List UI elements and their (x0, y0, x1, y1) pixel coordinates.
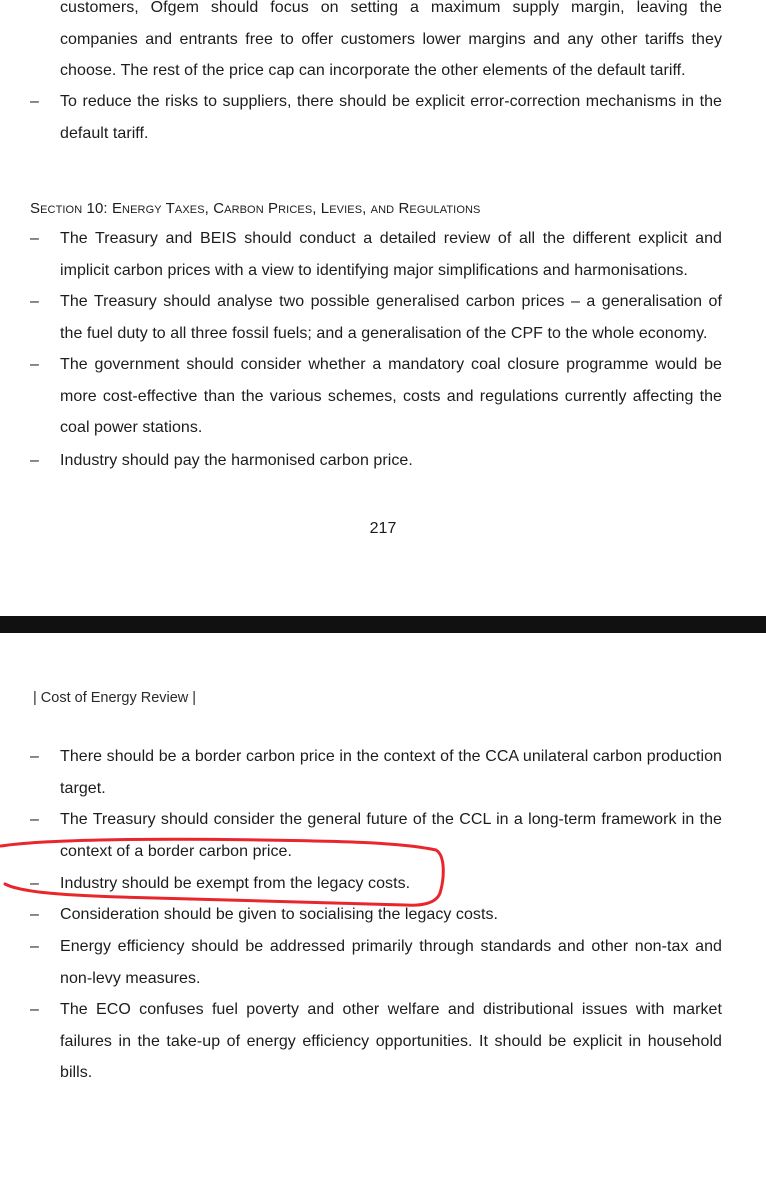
list-item-text: Industry should be exempt from the legacy costs. (60, 875, 411, 892)
page-divider (0, 616, 766, 633)
list-item-text: The Treasury should analyse two possible generalised carbon prices – a generalisation of the fuel duty to all three fossil fuels; and a generalisation of the CPF to the whole economy. (60, 293, 722, 342)
dash-bullet: – (30, 452, 39, 469)
document-page-218 (0, 633, 766, 1200)
dash-bullet: – (30, 230, 39, 247)
dash-bullet: – (30, 356, 39, 373)
continuation-text: customers, Ofgem should focus on setting a maximum supply margin, leaving the companies and entrants free to offer customers lower margins and any other tariffs they choose. The rest of the price cap can incorporate the other elements of the default tariff. (60, 0, 722, 79)
dash-bullet: – (30, 811, 39, 828)
section-heading: Section 10: Energy Taxes, Carbon Prices, Levies, and Regulations (30, 200, 481, 217)
dash-bullet: – (30, 1001, 39, 1018)
page-number: 217 (369, 520, 397, 537)
list-item-text: The ECO confuses fuel poverty and other welfare and distributional issues with market failures in the take-up of energy efficiency opportunities. It should be explicit in household bills. (60, 1001, 722, 1081)
list-item-text: Industry should pay the harmonised carbon price. (60, 452, 413, 469)
dash-bullet: – (30, 906, 39, 923)
list-item-text: Consideration should be given to socialising the legacy costs. (60, 906, 499, 923)
dash-bullet: – (30, 748, 39, 765)
dash-bullet: – (30, 875, 39, 892)
dash-bullet: – (30, 938, 39, 955)
list-item-text: There should be a border carbon price in the context of the CCA unilateral carbon production target. (60, 748, 722, 797)
list-item-text: Energy efficiency should be addressed primarily through standards and other non-tax and non-levy measures. (60, 938, 722, 987)
running-header: | Cost of Energy Review | (33, 690, 197, 706)
list-item-text: The Treasury and BEIS should conduct a detailed review of all the different explicit and implicit carbon prices with a view to identifying major simplifications and harmonisations. (60, 230, 722, 279)
dash-bullet: – (30, 93, 39, 110)
dash-bullet: – (30, 293, 39, 310)
list-item-text: To reduce the risks to suppliers, there should be explicit error-correction mechanisms in the default tariff. (60, 93, 722, 142)
list-item-text: The government should consider whether a mandatory coal closure programme would be more cost-effective than the various schemes, costs and regulations currently affecting the coal power stations. (60, 356, 722, 436)
list-item-text: The Treasury should consider the general future of the CCL in a long-term framework in the context of a border carbon price. (60, 811, 722, 860)
